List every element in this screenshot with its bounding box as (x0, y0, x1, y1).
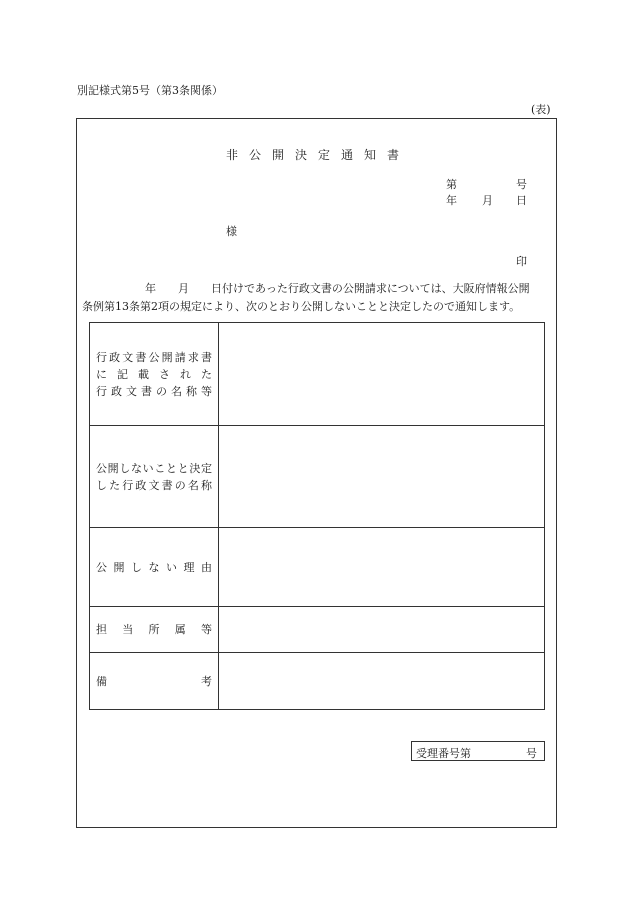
receipt-number-suffix: 号 (526, 747, 537, 760)
document-title: 非公開決定通知書 (226, 148, 411, 162)
label-line: 担当所属等 (96, 623, 212, 636)
row-label-document-name (90, 323, 219, 426)
body-text-line-1: 日付けであった行政文書の公開請求については、大阪府情報公開 (211, 282, 530, 295)
row-label-remarks (90, 653, 219, 710)
date-day-label: 日 (516, 194, 527, 207)
label-line: に 記 載 さ れ た (96, 367, 212, 381)
date-year-label: 年 (446, 194, 457, 207)
side-indicator: (表) (531, 103, 551, 116)
form-number-label: 別記様式第5号（第3条関係） (77, 84, 223, 97)
row-label-reason (90, 528, 219, 607)
table-row (90, 607, 545, 653)
table-row (90, 653, 545, 710)
document-number-prefix: 第 (446, 178, 457, 191)
row-value-department[interactable] (219, 607, 545, 653)
receipt-number-box (411, 741, 545, 761)
row-label-undisclosed-document (90, 426, 219, 528)
label-line: 備考 (96, 674, 212, 688)
seal-mark: 印 (516, 255, 527, 268)
table-row (90, 426, 545, 528)
table-row (90, 323, 545, 426)
label-line: した行政文書の名称 (96, 478, 212, 492)
label-line: 行政文書公開請求書 (96, 350, 212, 364)
body-text-line-2: 条例第13条第2項の規定により、次のとおり公開しないことと決定したので通知します。 (82, 300, 521, 313)
body-month-label: 月 (178, 282, 189, 295)
row-value-reason[interactable] (219, 528, 545, 607)
receipt-number-prefix: 受理番号第 (416, 747, 471, 760)
date-month-label: 月 (482, 194, 493, 207)
label-line: 公開しないことと決定 (96, 461, 212, 475)
decision-table (89, 322, 545, 710)
label-line: 行政文書の名称等 (96, 384, 212, 398)
body-year-label: 年 (145, 282, 156, 295)
label-line: 公開しない理由 (96, 560, 212, 574)
document-number-suffix: 号 (516, 178, 527, 191)
row-value-remarks[interactable] (219, 653, 545, 710)
row-label-department (90, 607, 219, 653)
row-value-undisclosed-document[interactable] (219, 426, 545, 528)
table-row (90, 528, 545, 607)
addressee-honorific: 様 (226, 225, 237, 238)
row-value-document-name[interactable] (219, 323, 545, 426)
